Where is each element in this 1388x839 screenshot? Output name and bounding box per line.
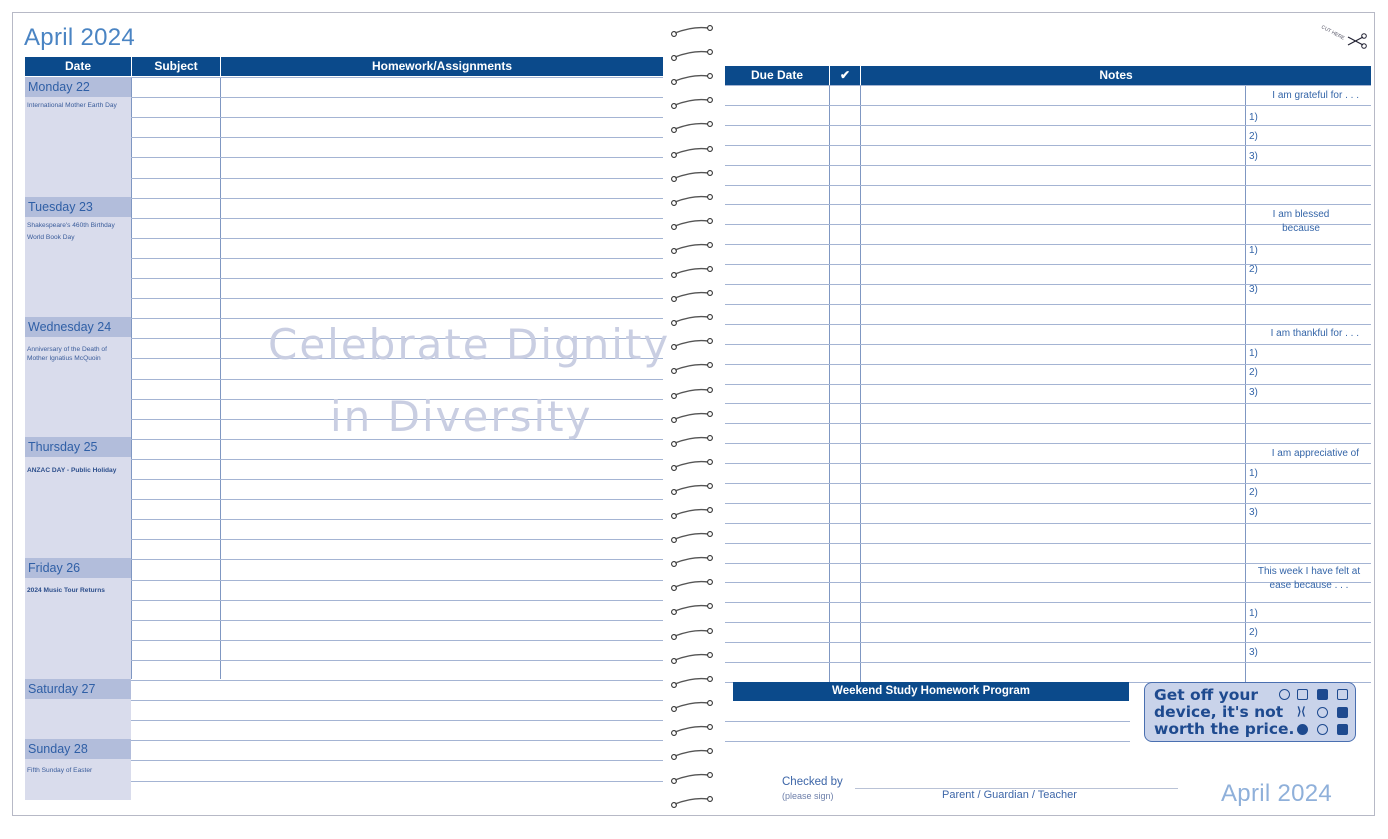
event-thursday: ANZAC DAY - Public Holiday	[27, 467, 117, 474]
rule-line	[131, 157, 663, 158]
rule-line	[131, 539, 663, 540]
gratitude-2-item-2: 2)	[1249, 264, 1258, 275]
day-monday: Monday 22	[25, 77, 131, 97]
rule-line	[131, 781, 663, 782]
coil-ring	[668, 627, 718, 641]
subject-divider	[131, 77, 132, 679]
device-promo-box	[1144, 682, 1356, 742]
minus-circle-icon	[1297, 724, 1308, 735]
rule-line	[131, 600, 663, 601]
rule-line	[725, 503, 1371, 504]
gear-icon	[1279, 689, 1290, 700]
rule-line	[725, 145, 1371, 146]
coil-ring	[668, 482, 718, 496]
gratitude-1-item-2: 2)	[1249, 131, 1258, 142]
rule-line	[725, 403, 1371, 404]
rule-line	[131, 760, 663, 761]
rule-line	[725, 165, 1371, 166]
gratitude-3-item-2: 2)	[1249, 367, 1258, 378]
gratitude-4-item-2: 2)	[1249, 487, 1258, 498]
weekend-line-1	[725, 721, 1130, 722]
coil-ring	[668, 530, 718, 544]
gratitude-3-item-1: 1)	[1249, 348, 1258, 359]
coil-ring	[668, 699, 718, 713]
rule-line	[131, 278, 663, 279]
day-saturday: Saturday 27	[25, 679, 131, 699]
coil-ring	[668, 289, 718, 303]
col-header-homework: Homework/Assignments	[221, 57, 663, 76]
coil-ring	[668, 361, 718, 375]
gratitude-1-item-3: 3)	[1249, 151, 1258, 162]
rule-line	[131, 379, 663, 380]
promo-line-2: device, it's not	[1154, 703, 1284, 721]
phone-icon	[1337, 689, 1348, 700]
coil-ring	[668, 265, 718, 279]
rule-line	[131, 238, 663, 239]
rule-line	[725, 622, 1371, 623]
weekend-study-header: Weekend Study Homework Program	[733, 682, 1129, 701]
day-wednesday: Wednesday 24	[25, 317, 131, 337]
rule-line	[725, 264, 1371, 265]
coil-ring	[668, 193, 718, 207]
rule-line	[725, 423, 1371, 424]
rule-line	[131, 137, 663, 138]
social-icon	[1337, 707, 1348, 718]
col-header-date: Date	[25, 57, 131, 76]
signers-label: Parent / Guardian / Teacher	[942, 789, 1077, 801]
coil-ring	[668, 241, 718, 255]
coil-ring	[668, 48, 718, 62]
gratitude-heading-2: I am blessed because	[1272, 209, 1330, 234]
rule-line	[725, 344, 1371, 345]
rule-line	[725, 85, 1371, 86]
col-header-check: ✔	[830, 66, 860, 85]
watermark-line1: Celebrate Dignity	[268, 320, 671, 369]
rule-line	[131, 519, 663, 520]
rule-line	[131, 218, 663, 219]
grid-icon	[1297, 689, 1308, 700]
rule-line	[131, 740, 663, 741]
rule-line	[725, 185, 1371, 186]
gratitude-heading-3: I am thankful for . . .	[1270, 328, 1359, 339]
page-title-left: April 2024	[24, 24, 136, 51]
rule-line	[131, 479, 663, 480]
cut-here-label: CUT HERE	[1320, 24, 1346, 42]
rule-line	[131, 77, 663, 78]
coil-ring	[668, 169, 718, 183]
rule-line	[725, 105, 1371, 106]
rule-line	[131, 720, 663, 721]
rule-line	[131, 559, 663, 560]
coil-ring	[668, 313, 718, 327]
rule-line	[725, 662, 1371, 663]
rule-line	[131, 198, 663, 199]
rule-line	[131, 499, 663, 500]
rule-line	[725, 364, 1371, 365]
rule-line	[131, 318, 663, 319]
rule-line	[725, 304, 1371, 305]
rule-line	[725, 204, 1371, 205]
rule-line	[131, 700, 663, 701]
homework-divider	[220, 77, 221, 679]
rule-line	[725, 602, 1371, 603]
col-header-subject: Subject	[132, 57, 220, 76]
coil-ring	[668, 651, 718, 665]
rule-line	[131, 258, 663, 259]
coil-ring	[668, 771, 718, 785]
coil-ring	[668, 723, 718, 737]
rule-line	[131, 178, 663, 179]
coil-ring	[668, 578, 718, 592]
coil-ring	[668, 120, 718, 134]
no-icon	[1317, 724, 1328, 735]
please-sign-label: (please sign)	[782, 791, 834, 801]
rule-line	[131, 620, 663, 621]
day-sunday: Sunday 28	[25, 739, 131, 759]
gratitude-2-item-3: 3)	[1249, 284, 1258, 295]
rule-line	[725, 125, 1371, 126]
rule-line	[131, 680, 663, 681]
checked-by-label: Checked by	[782, 776, 843, 788]
coil-ring	[668, 506, 718, 520]
rule-line	[131, 298, 663, 299]
registered-icon	[1317, 707, 1328, 718]
facebook-icon	[1337, 724, 1348, 735]
scissors-icon	[1345, 31, 1367, 51]
gratitude-2-item-1: 1)	[1249, 245, 1258, 256]
coil-ring	[668, 434, 718, 448]
day-friday: Friday 26	[25, 558, 131, 578]
gratitude-5-item-3: 3)	[1249, 647, 1258, 658]
page-title-right: April 2024	[1221, 780, 1333, 807]
coil-ring	[668, 217, 718, 231]
coil-ring	[668, 24, 718, 38]
rule-line	[725, 483, 1371, 484]
gratitude-4-item-1: 1)	[1249, 468, 1258, 479]
coil-ring	[668, 602, 718, 616]
event-friday: 2024 Music Tour Returns	[27, 587, 105, 594]
rule-line	[725, 642, 1371, 643]
gratitude-heading-5: This week I have felt at ease because . . .	[1257, 566, 1361, 591]
coil-ring	[668, 72, 718, 86]
coil-ring	[668, 554, 718, 568]
coil-ring	[668, 795, 718, 809]
col-header-due-date: Due Date	[725, 66, 829, 85]
promo-line-3: worth the price.	[1154, 720, 1295, 738]
event-wednesday: Anniversary of the Death of Mother Ignatius McQuoin	[27, 346, 107, 362]
rule-line	[131, 580, 663, 581]
expand-icon: ⟩⟨	[1297, 706, 1306, 718]
rule-line	[725, 284, 1371, 285]
event-sunday: Fifth Sunday of Easter	[27, 767, 93, 774]
rule-line	[725, 244, 1371, 245]
gratitude-1-item-1: 1)	[1249, 112, 1258, 123]
coil-ring	[668, 458, 718, 472]
gratitude-3-item-3: 3)	[1249, 387, 1258, 398]
rule-line	[131, 640, 663, 641]
coil-ring	[668, 145, 718, 159]
day-tuesday: Tuesday 23	[25, 197, 131, 217]
rule-line	[725, 443, 1371, 444]
rule-line	[131, 459, 663, 460]
gratitude-5-item-1: 1)	[1249, 608, 1258, 619]
rule-line	[725, 523, 1371, 524]
tablet-icon	[1317, 689, 1328, 700]
rule-line	[131, 117, 663, 118]
col-header-notes: Notes	[861, 66, 1371, 85]
coil-ring	[668, 337, 718, 351]
coil-ring	[668, 747, 718, 761]
rule-line	[725, 384, 1371, 385]
day-thursday: Thursday 25	[25, 437, 131, 457]
rule-line	[725, 324, 1371, 325]
coil-ring	[668, 96, 718, 110]
event-monday: International Mother Earth Day	[27, 102, 117, 109]
watermark-line2: in Diversity	[330, 392, 593, 441]
event-tuesday-2: World Book Day	[27, 234, 75, 241]
rule-line	[131, 660, 663, 661]
coil-ring	[668, 386, 718, 400]
rule-line	[725, 463, 1371, 464]
gratitude-heading-4: I am appreciative of	[1271, 448, 1359, 459]
event-tuesday-1: Shakespeare's 460th Birthday	[27, 222, 115, 229]
coil-ring	[668, 675, 718, 689]
promo-line-1: Get off your	[1154, 686, 1259, 704]
gratitude-heading-1: I am grateful for . . .	[1272, 90, 1359, 101]
rule-line	[725, 563, 1371, 564]
coil-ring	[668, 410, 718, 424]
rule-line	[131, 97, 663, 98]
rule-line	[725, 543, 1371, 544]
gratitude-5-item-2: 2)	[1249, 627, 1258, 638]
gratitude-4-item-3: 3)	[1249, 507, 1258, 518]
weekend-line-2	[725, 741, 1130, 742]
